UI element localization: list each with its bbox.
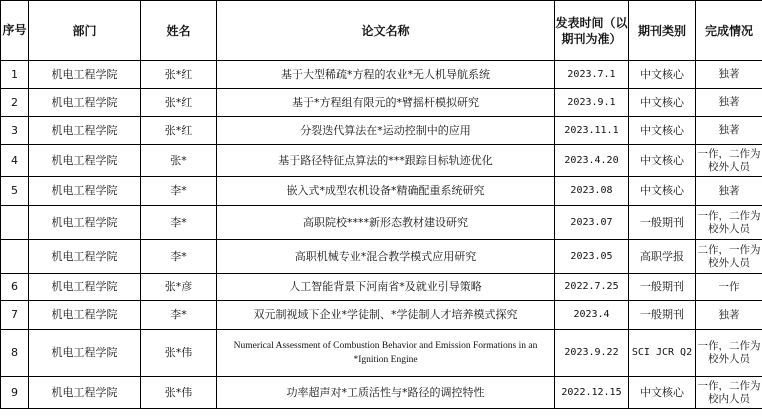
cell-no: 6 (1, 274, 29, 301)
table-row (1, 89, 762, 117)
cell-date: 2023.07 (555, 206, 629, 240)
cell-no: 2 (1, 89, 29, 117)
cell-dept: 机电工程学院 (29, 330, 141, 377)
cell-journal: 中文核心 (629, 377, 696, 409)
cell-name: 张*红 (141, 61, 217, 89)
cell-journal: 一般期刊 (629, 274, 696, 301)
cell-date: 2023.9.22 (555, 330, 629, 377)
cell-title: 功率超声对*工质活性与*路径的调控特性 (217, 377, 555, 409)
cell-title: 基于大型稀疏*方程的农业*无人机导航系统 (217, 61, 555, 89)
cell-name: 张*彦 (141, 274, 217, 301)
cell-dept: 机电工程学院 (29, 89, 141, 117)
cell-title: 双元制视域下企业*学徒制、*学徒制人才培养模式探究 (217, 301, 555, 330)
header-dept: 部门 (29, 1, 141, 61)
header-journal: 期刊类别 (629, 1, 696, 61)
cell-name: 张*伟 (141, 330, 217, 377)
cell-no (1, 240, 29, 274)
header-title: 论文名称 (217, 1, 555, 61)
cell-date: 2022.7.25 (555, 274, 629, 301)
cell-name: 李* (141, 177, 217, 206)
cell-journal: 中文核心 (629, 117, 696, 145)
cell-title: 人工智能背景下河南省*及就业引导策略 (217, 274, 555, 301)
cell-dept: 机电工程学院 (29, 377, 141, 409)
cell-dept: 机电工程学院 (29, 177, 141, 206)
cell-journal: SCI JCR Q2 (629, 330, 696, 377)
cell-dept: 机电工程学院 (29, 274, 141, 301)
table-row (1, 145, 762, 177)
cell-title: 分裂迭代算法在*运动控制中的应用 (217, 117, 555, 145)
cell-journal: 一般期刊 (629, 301, 696, 330)
cell-name: 李* (141, 301, 217, 330)
cell-date: 2023.4.20 (555, 145, 629, 177)
cell-no: 3 (1, 117, 29, 145)
cell-title: Numerical Assessment of Combustion Behavior and Emission Formations in an *Ignition Engine (217, 330, 555, 377)
cell-name: 张*红 (141, 89, 217, 117)
cell-title: 高职机械专业*混合教学模式应用研究 (217, 240, 555, 274)
header-row (1, 1, 762, 61)
cell-date: 2023.08 (555, 177, 629, 206)
table-row (1, 177, 762, 206)
cell-dept: 机电工程学院 (29, 206, 141, 240)
table-row (1, 377, 762, 409)
cell-no: 1 (1, 61, 29, 89)
cell-date: 2022.12.15 (555, 377, 629, 409)
cell-date: 2023.9.1 (555, 89, 629, 117)
cell-journal: 一般期刊 (629, 206, 696, 240)
cell-no (1, 206, 29, 240)
cell-journal: 中文核心 (629, 177, 696, 206)
cell-journal: 中文核心 (629, 89, 696, 117)
cell-journal: 中文核心 (629, 145, 696, 177)
cell-name: 张*红 (141, 117, 217, 145)
cell-journal: 中文核心 (629, 61, 696, 89)
table-row (1, 274, 762, 301)
cell-no: 5 (1, 177, 29, 206)
cell-dept: 机电工程学院 (29, 240, 141, 274)
table-row (1, 330, 762, 377)
cell-title: 基于*方程组有限元的*臂摇杆模拟研究 (217, 89, 555, 117)
cell-no: 8 (1, 330, 29, 377)
cell-title: 嵌入式*成型农机设备*精确配重系统研究 (217, 177, 555, 206)
cell-status: 独著 (696, 301, 762, 330)
cell-date: 2023.4 (555, 301, 629, 330)
table-row (1, 206, 762, 240)
cell-status: 一作，二作为校外人员 (696, 330, 762, 377)
header-date: 发表时间（以期刊为准） (555, 1, 629, 61)
cell-dept: 机电工程学院 (29, 61, 141, 89)
table-row (1, 117, 762, 145)
table-row (1, 240, 762, 274)
cell-name: 张* (141, 145, 217, 177)
header-no: 序号 (1, 1, 29, 61)
cell-dept: 机电工程学院 (29, 117, 141, 145)
cell-no: 4 (1, 145, 29, 177)
cell-status: 二作，一作为校外人员 (696, 240, 762, 274)
cell-status: 一作 (696, 274, 762, 301)
cell-date: 2023.7.1 (555, 61, 629, 89)
cell-status: 独著 (696, 177, 762, 206)
cell-title: 高职院校****新形态教材建设研究 (217, 206, 555, 240)
cell-status: 独著 (696, 61, 762, 89)
cell-journal: 高职学报 (629, 240, 696, 274)
table-row (1, 61, 762, 89)
cell-date: 2023.05 (555, 240, 629, 274)
cell-title: 基于路径特征点算法的***跟踪目标轨迹优化 (217, 145, 555, 177)
cell-status: 一作，二作为校外人员 (696, 206, 762, 240)
cell-no: 9 (1, 377, 29, 409)
cell-status: 一作，二作为校外人员 (696, 145, 762, 177)
cell-status: 独著 (696, 117, 762, 145)
cell-name: 李* (141, 240, 217, 274)
cell-name: 张*伟 (141, 377, 217, 409)
cell-no: 7 (1, 301, 29, 330)
table-row (1, 301, 762, 330)
cell-date: 2023.11.1 (555, 117, 629, 145)
cell-name: 李* (141, 206, 217, 240)
cell-dept: 机电工程学院 (29, 145, 141, 177)
cell-status: 独著 (696, 89, 762, 117)
cell-status: 一作，二作为校内人员 (696, 377, 762, 409)
cell-dept: 机电工程学院 (29, 301, 141, 330)
header-name: 姓名 (141, 1, 217, 61)
header-status: 完成情况 (696, 1, 762, 61)
